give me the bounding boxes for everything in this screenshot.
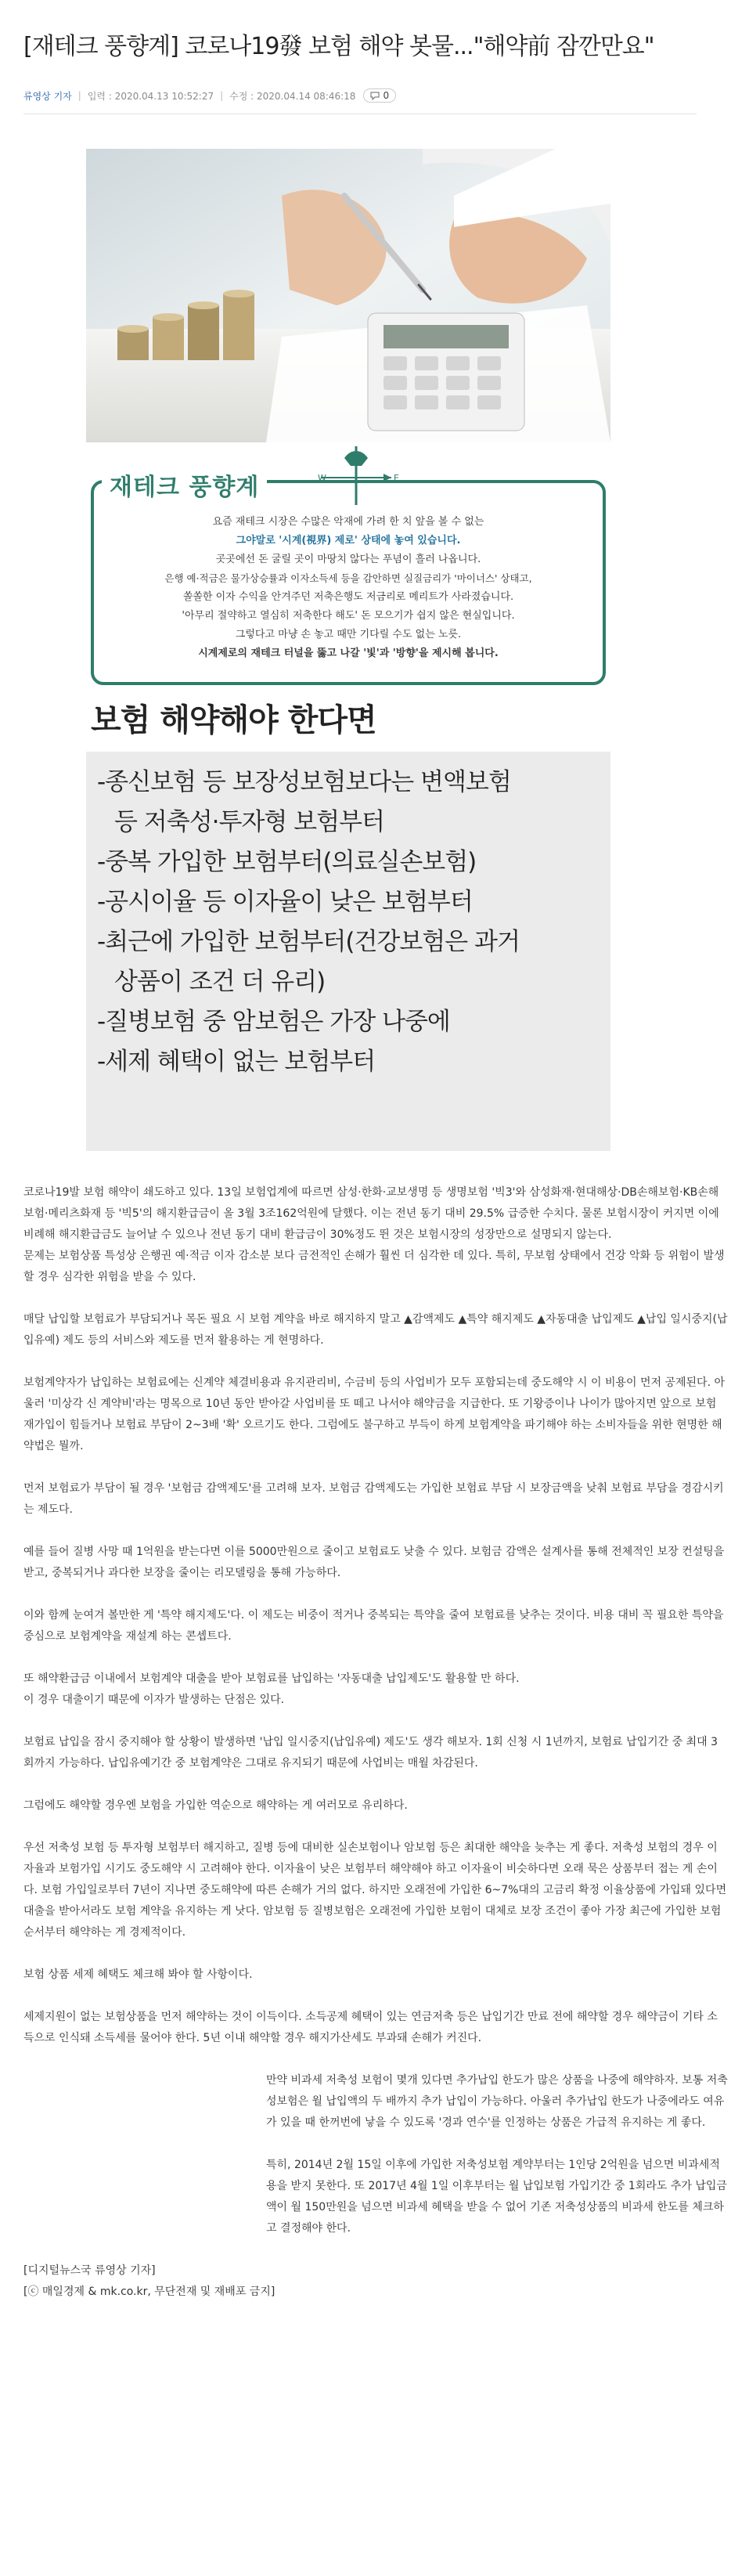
column-banner	[86, 442, 610, 689]
article-copyright: [ⓒ 매일경제 & mk.co.kr, 무단전재 및 재배포 금지]	[23, 2286, 275, 2298]
card-item-line: -최근에 가입한 보험부터(건강보험은 과거	[97, 928, 520, 956]
intro-line: 그야말로 '시계(視界) 제로' 상태에 놓여 있습니다.	[236, 535, 461, 547]
body-paragraph: 우선 저축성 보험 등 투자형 보험부터 해지하고, 질병 등에 대비한 실손보험이나 암보험 등은 최대한 해약을 늦추는 게 좋다. 저축성 보험의 경우 이자율과 보험가입 시기도 중도해약 시 고려해야 한다. 이자율이 낮은 보험부터 해약해야 하고 이자율이 비슷하다면 오래 묵은 상품부터 접는 게 손이다. 보험 가입일로부터 7년이 지나면 중도해약에 따른 손해가 거의 없다. 하지만 오래전에 가입한 6~7%대의 고금리 확정 이율상품에 가입돼 있다면 대출을 받아서라도 보험 계약을 유지하는 게 낫다. 암보험 등 질병보험은 오래전에 가입한 보험이 대체로 보장 조건이 좋아 가장 최근에 가입한 보험 순서부터 해약하는 게 경제적이다.	[23, 1842, 730, 1939]
body-paragraph-indented: 만약 비과세 저축성 보험이 몇개 있다면 추가납입 한도가 많은 상품을 나중에 해약하자. 보통 저축성보험은 월 납입액의 두 배까지 추가 납입이 가능하다. 아울러 추가납입 한도가 나중에라도 여유가 있을 때 한꺼번에 낳을 수 있도록 '경과 연수'를 인정하는 상품은 가급적 유지하는 게 좋다.	[266, 2074, 728, 2129]
card-item	[97, 882, 604, 922]
banner-logo: 재테크 풍향계	[102, 466, 267, 503]
intro-line: 은행 예·적금은 물가상승률과 이자소득세 등을 감안하면 실질금리가 '마이너스' 상태고,	[164, 572, 532, 584]
article-headline: [재테크 풍향계] 코로나19發 보험 해약 봇물..."해약前 잠깐만요"	[23, 33, 654, 61]
card-item-line: 상품이 조건 더 유리)	[114, 968, 326, 996]
article-body	[23, 1182, 728, 2303]
body-paragraph: 보험료 납입을 잠시 중지해야 할 상황이 발생하면 '납입 일시중지(납입유예) 제도'도 생각 해보자. 1회 신청 시 1년까지, 보험료 납입기간 중 최대 3회까지 가능하다. 납입유예기간 중 보험계약은 그대로 유지되기 때문에 사업비는 매월 차감된다.	[23, 1736, 718, 1770]
card-item-line: -세제 혜택이 없는 보험부터	[97, 1048, 376, 1076]
body-paragraph: 예를 들어 질병 사망 때 1억원을 받는다면 이를 5000만원으로 줄이고 보험료도 낮출 수 있다. 보험금 감액은 설계사를 통해 전체적인 보장 컨설팅을 받고, 중복되거나 과다한 보장을 줄이는 리모델링을 통해 가능하다.	[23, 1546, 728, 1579]
comment-button[interactable]	[363, 88, 396, 103]
card-item-line: -종신보험 등 보장성보험보다는 변액보험	[97, 768, 511, 796]
card-title: 보험 해약해야 한다면	[86, 689, 610, 752]
body-paragraph: 코로나19발 보험 해약이 쇄도하고 있다. 13일 보험업계에 따르면 삼성·한화·교보생명 등 생명보험 '빅3'와 삼성화재·현대해상·DB손해보험·KB손해보험·메리츠화재 등 '빅5'의 해지환급금이 올 3월 3조162억원에 달했다. 이는 전년 동기 대비 29.5% 급증한 수치다. 물론 보험시장이 커지면 이에 비례해 해지환급금도 늘어날 수 있으나 전년 동기 대비 환급금이 30%정도 뛴 것은 보험시장의 성장만으로 설명되지 않는다. 문제는 보험상품 특성상 은행권 예·적금 이자 감소분 보다 금전적인 손해가 훨씬 더 심각한 데 있다. 특히, 무보험 상태에서 건강 악화 등 위험이 발생할 경우 심각한 위험을 받을 수 있다.	[23, 1186, 725, 1283]
card-item	[97, 1042, 604, 1082]
body-paragraph: 먼저 보험료가 부담이 될 경우 '보험금 감액제도'를 고려해 보자. 보험금 감액제도는 가입한 보험료 부담 시 보장금액을 낮춰 보험료 부담을 경감시키는 제도다.	[23, 1482, 724, 1516]
body-paragraph: 이와 함께 눈여겨 볼만한 게 '특약 해지제도'다. 이 제도는 비중이 적거나 중복되는 특약을 줄여 보험료를 낮추는 것이다. 비용 대비 꼭 필요한 특약을 중심으로 보험계약을 재설계 하는 콘셉트다.	[23, 1609, 727, 1643]
comment-icon	[370, 92, 380, 100]
article-meta	[23, 86, 697, 105]
card-item	[97, 763, 604, 842]
body-paragraph: 또 해약환급금 이내에서 보험계약 대출을 받아 보험료를 납입하는 '자동대출 납입제도'도 활용할 만 하다. 이 경우 대출이기 때문에 이자가 발생하는 단점은 있다.	[23, 1672, 520, 1706]
card-item-line: -질병보험 중 암보험은 가장 나중에	[97, 1008, 450, 1036]
summary-card	[86, 689, 610, 1151]
body-paragraph: 매달 납입할 보험료가 부담되거나 목돈 필요 시 보험 계약을 바로 해지하지 말고 ▲감액제도 ▲특약 해지제도 ▲자동대출 납입제도 ▲납입 일시중지(납입유예) 제도 등의 서비스와 제도를 먼저 활용하는 게 현명하다.	[23, 1313, 728, 1347]
meta-separator: |	[77, 90, 81, 101]
intro-line: '아무리 절약하고 열심히 저축한다 해도' 돈 모으기가 쉽지 않은 현실입니다.	[182, 610, 515, 622]
intro-line: 시계제로의 재테크 터널을 뚫고 나갈 '빛'과 '방향'을 제시해 봅니다.	[198, 648, 499, 659]
card-item	[97, 1002, 604, 1042]
body-paragraph: 보험 상품 세제 혜택도 체크해 봐야 할 사항이다.	[23, 1968, 253, 1981]
body-paragraph-indented: 특히, 2014년 2월 15일 이후에 가입한 저축성보험 계약부터는 1인당 2억원을 넘으면 비과세적용을 받지 못한다. 또 2017년 4월 1일 이후부터는 월 납입보험 가입기간 중 1회라도 추가 납입금액이 월 150만원을 넘으면 비과세 혜택을 받을 수 없어 기존 저축성상품의 비과세 한도를 체크하고 결정해야 한다.	[266, 2159, 727, 2235]
intro-line: 그렇다고 마냥 손 놓고 때만 기다릴 수도 없는 노릇.	[235, 629, 462, 640]
published-time: 입력 : 2020.04.13 10:52:27	[87, 90, 214, 102]
intro-line: 곳곳에선 돈 굴릴 곳이 마땅치 않다는 푸념이 흘러 나옵니다.	[215, 554, 481, 565]
body-paragraph: 보험계약자가 납입하는 보험료에는 신계약 체결비용과 유지관리비, 수금비 등의 사업비가 모두 포함되는데 중도해약 시 이 비용이 먼저 공제된다. 아울러 '미상각 신 계약비'라는 명목으로 10년 동안 받아갈 사업비를 또 떼고 나서야 해약금을 지급한다. 또 기왕증이나 나이가 많아지면 앞으로 보험 재가입이 힘들거나 보험료 부담이 2~3배 '확' 오르기도 한다. 그럼에도 불구하고 부득이 하게 보험계약을 파기해야 하는 소비자들을 위한 현명한 해약법은 뭘까.	[23, 1376, 725, 1452]
author-link[interactable]: 류영상 기자	[23, 90, 72, 102]
article-photo	[86, 149, 610, 442]
card-item-line: -공시이율 등 이자율이 낮은 보험부터	[97, 888, 473, 916]
card-body	[86, 752, 610, 1151]
article-byline: [디지털뉴스국 류영상 기자]	[23, 2264, 156, 2277]
svg-text:E: E	[394, 473, 399, 483]
meta-separator: |	[220, 90, 224, 101]
intro-line: 쏠쏠한 이자 수익을 안겨주던 저축은행도 저금리로 메리트가 사라졌습니다.	[182, 591, 514, 603]
svg-text:W: W	[318, 473, 326, 483]
calculator	[368, 313, 524, 431]
card-item	[97, 922, 604, 1002]
card-item	[97, 842, 604, 882]
card-item-line: -중복 가입한 보험부터(의료실손보험)	[97, 848, 477, 876]
calculator-coins-photo	[86, 149, 610, 442]
body-paragraph: 세제지원이 없는 보험상품을 먼저 해약하는 것이 이득이다. 소득공제 혜택이 있는 연금저축 등은 납입기간 만료 전에 해약할 경우 해약금이 기타 소득으로 인식돼 소득세를 물어야 한다. 5년 이내 해약할 경우 해지가산세도 부과돼 손해가 커진다.	[23, 2011, 718, 2044]
comment-count: 0	[383, 90, 390, 101]
modified-time: 수정 : 2020.04.14 08:46:18	[229, 90, 356, 102]
card-item-line: 등 저축성·투자형 보험부터	[114, 808, 384, 836]
body-paragraph: 그럼에도 해약할 경우엔 보험을 가입한 역순으로 해약하는 게 여러모로 유리하다.	[23, 1799, 408, 1812]
banner-intro	[110, 513, 587, 663]
intro-line: 요즘 재테크 시장은 수많은 악재에 가려 한 치 앞을 볼 수 없는	[212, 516, 484, 528]
